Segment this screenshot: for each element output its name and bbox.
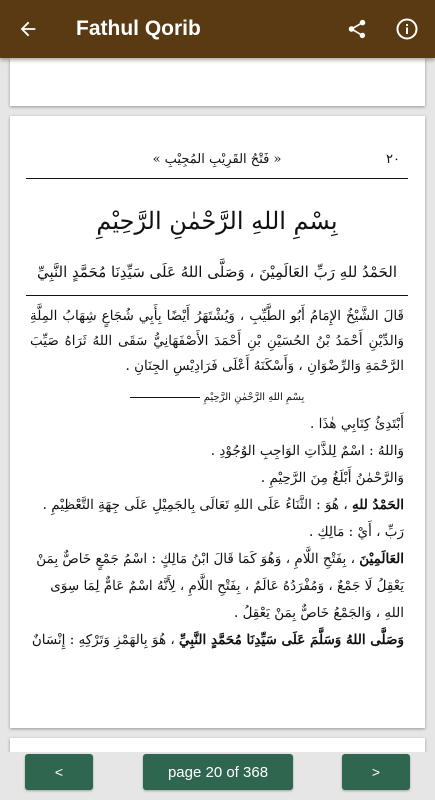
pager-bar (0, 752, 435, 800)
text-line (30, 546, 404, 627)
previous-page-button[interactable]: < (25, 754, 93, 790)
app-title: Fathul Qorib (76, 17, 201, 40)
info-icon (395, 17, 419, 41)
share-button[interactable] (332, 0, 382, 58)
next-page-card (10, 738, 425, 752)
book-page-card (10, 116, 425, 728)
header-rule (26, 178, 408, 179)
line-text: ، هُوَ بِالهَمْزِ وَتَرْكِهِ : إِنْسَانٌ (31, 632, 175, 648)
info-button[interactable] (382, 0, 432, 58)
text-line (30, 411, 404, 438)
intro-paragraph: قَالَ الشَّيْخُ الإِمَامُ أَبُو الطَّيِّبِ ، وَيُشْتَهَرُ أَيْضًا بِأَبِي شُجَاعٍ شِهَابُ المِلَّةِ وَالدِّيْنِ أَحْمَدُ بْنُ الحُسَيْنِ بْنِ أَحْمَدَ الأَصْفَهَانِيُّ سَقَى اللهُ ثَرَاهُ صَيِّبَ الرَّحْمَةِ وَالرِّضْوَانِ ، وَأَسْكَنَهُ أَعْلَى فَرَادِيْسِ الجِنَانِ . (30, 308, 404, 374)
mini-basmala-text: بِسْمِ اللهِ الرَّحْمٰنِ الرَّحِيْمِ (203, 391, 305, 403)
previous-page-card (10, 58, 425, 106)
back-button[interactable] (0, 0, 56, 58)
running-header: « فَتْحُ القَرِيْبِ المُجِيْبِ » (152, 152, 282, 167)
page-header (26, 152, 408, 174)
next-page-button[interactable]: > (342, 754, 410, 790)
line-lead: وَصَلَّى اللهُ وَسَلَّمَ عَلَى سَيِّدِنَا مُحَمَّدٍ النَّبِيِّ (179, 632, 404, 648)
mini-basmala-line (130, 397, 200, 398)
line-lead: العَالَمِيْنَ (359, 551, 404, 567)
line-text: رَبِّ ، أَيْ : مَالِكِ . (308, 524, 404, 540)
hamdala-line: الحَمْدُ للهِ رَبِّ العَالَمِيْنَ ، وَصَلَّى اللهُ عَلَى سَيِّدِنَا مُحَمَّدٍ النَّبِيِّ (36, 263, 398, 281)
line-text: أَبْتَدِئُ كِتَابِي هٰذَا . (310, 416, 404, 432)
text-line (30, 465, 404, 492)
line-text: ، بِفَتْحِ اللَّامِ ، وَهُوَ كَمَا قَالَ ابْنُ مَالِكٍ : اسْمُ جَمْعٍ خَاصٌّ بِمَنْ يَعْقِلُ لَا جَمْعٌ ، وَمُفْرَدُهُ عَالَمٌ ، بِفَتْحِ اللَّامِ ، لِأَنَّهُ اسْمٌ عَامٌّ لِمَا سِوَى اللهِ ، وَالجَمْعُ خَاصٌّ بِمَنْ يَعْقِلُ . (36, 551, 404, 621)
share-icon (346, 18, 368, 40)
line-text: وَالرَّحْمٰنُ أَبْلَغُ مِنَ الرَّحِيْمِ . (260, 470, 404, 486)
line-text: ، هُوَ : الثَّنَاءُ عَلَى اللهِ تَعَالَى بِالجَمِيْلِ عَلَى جِهَةِ التَّعْظِيْمِ . (42, 497, 348, 513)
section-rule (26, 295, 408, 296)
mini-basmala (26, 389, 408, 405)
text-line (30, 627, 404, 654)
line-text: وَاللهُ : اسْمٌ لِلذَّاتِ الوَاجِبِ الوُجُوْدِ . (210, 443, 404, 459)
app-bar (0, 0, 435, 58)
line-lead: الحَمْدُ للهِ (352, 497, 404, 513)
text-line (30, 438, 404, 465)
page-number: ٢٠ (386, 152, 400, 167)
page-indicator-button[interactable]: page 20 of 368 (143, 754, 293, 790)
text-line (30, 519, 404, 546)
basmala-calligraphy: بِسْمِ اللهِ الرَّحْمٰنِ الرَّحِيْمِ (96, 207, 338, 235)
scanned-page (26, 152, 408, 654)
text-line (30, 492, 404, 519)
arrow-back-icon (17, 18, 39, 40)
